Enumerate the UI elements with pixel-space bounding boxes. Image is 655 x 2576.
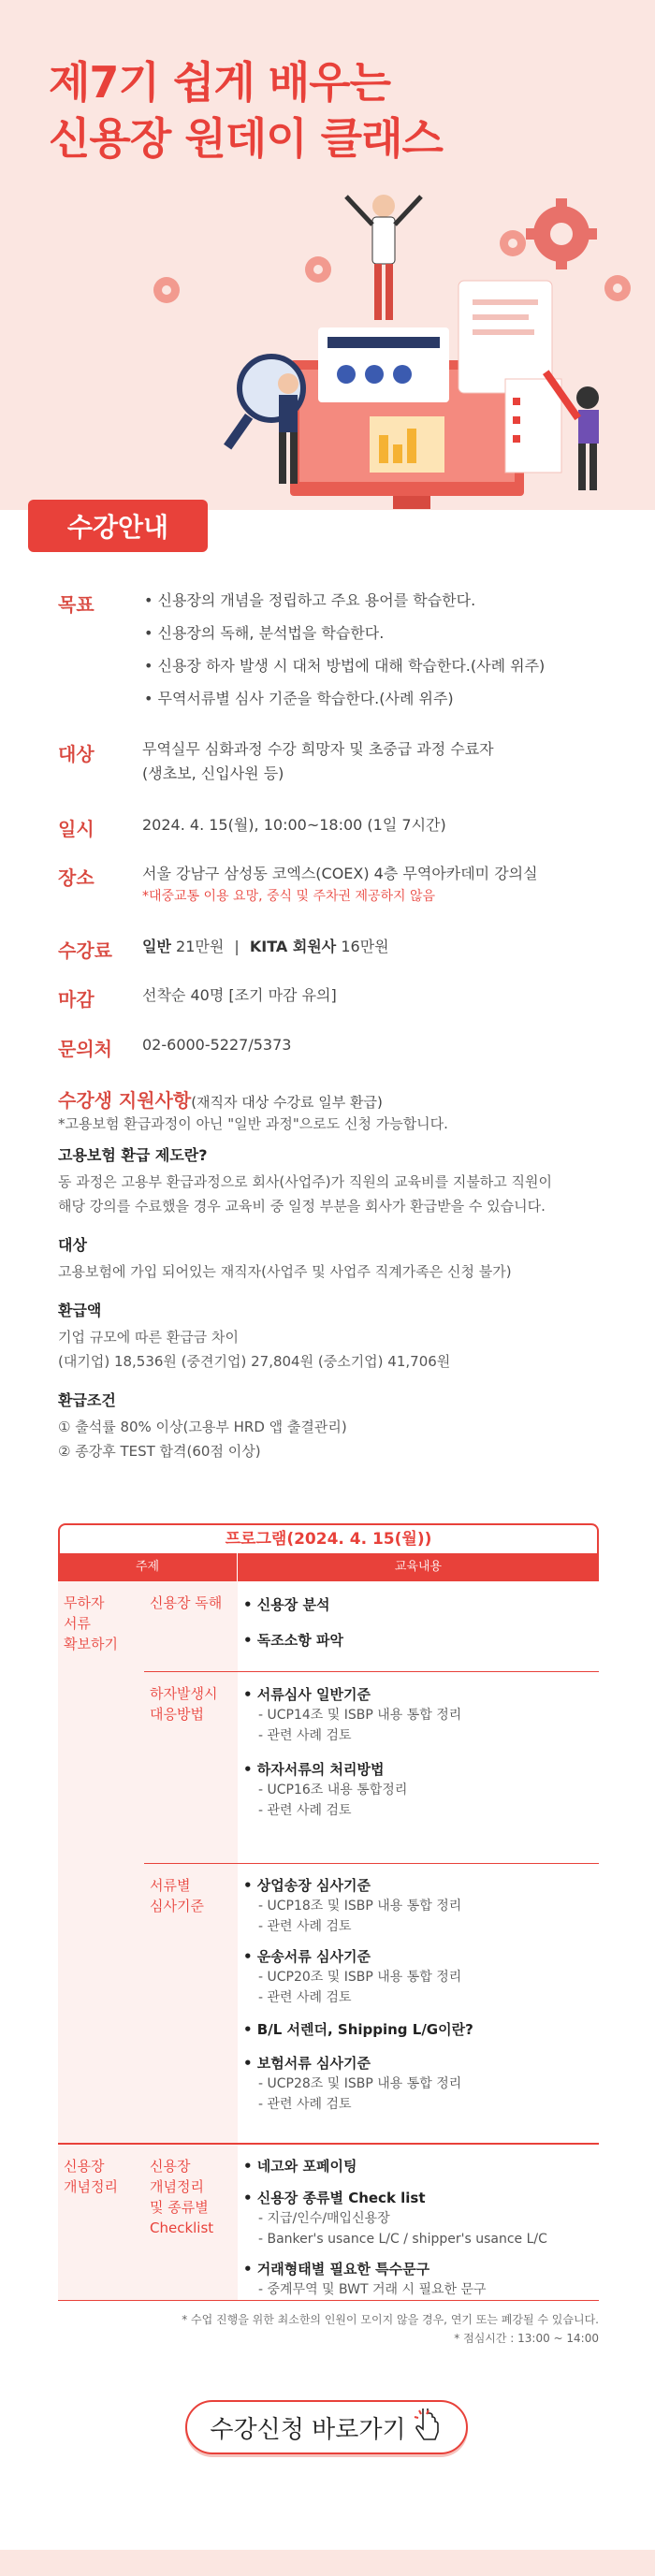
target-line: 무역실무 심화과정 수강 희망자 및 초중급 과정 수료자 — [142, 740, 494, 758]
content-subitem: - Banker's usance L/C / shipper's usance L/C — [258, 2232, 547, 2247]
refund-condition-2: ② 종강후 TEST 합격(60점 이상) — [58, 1443, 261, 1460]
category-label: 무하자 서류 확보하기 — [64, 1594, 118, 1652]
refund-condition-heading: 환급조건 — [58, 1391, 116, 1409]
content-item: • 보험서류 심사기준 — [243, 2055, 371, 2072]
program-note-2: * 점심시간 : 13:00 ~ 14:00 — [454, 2332, 599, 2345]
apply-button[interactable] — [185, 2400, 468, 2454]
target-label: 대상 — [58, 743, 95, 765]
contact-value[interactable]: 02-6000-5227/5373 — [142, 1036, 292, 1054]
subtopic-cell — [144, 1864, 238, 2143]
hero-title-line1: 제7기 쉽게 배우는 — [49, 57, 391, 108]
content-item: • 독조소항 파악 — [243, 1632, 343, 1649]
content-item: • 상업송장 심사기준 — [243, 1877, 371, 1894]
date-value: 2024. 4. 15(월), 10:00~18:00 (1일 7시간) — [142, 816, 446, 834]
col-content-header: 교육내용 — [238, 1553, 599, 1581]
content-item: • B/L 서렌더, Shipping L/G이란? — [243, 2021, 473, 2038]
fee-member-value: 16만원 — [341, 938, 389, 955]
category-cell — [58, 1581, 144, 2143]
subtopic-cell — [144, 2145, 238, 2300]
gear-icon — [526, 198, 597, 269]
fee-value — [142, 934, 389, 960]
goal-label: 목표 — [58, 593, 95, 616]
place-value: 서울 강남구 삼성동 코엑스(COEX) 4층 무역아카데미 강의실 — [142, 865, 538, 882]
date-label: 일시 — [58, 818, 95, 840]
content-subitem: - UCP14조 및 ISBP 내용 통합 정리 — [258, 1708, 462, 1723]
person-figure — [346, 195, 421, 320]
table-bottom-border — [58, 2300, 599, 2301]
content-subitem: - UCP20조 및 ISBP 내용 통합 정리 — [258, 1970, 462, 1985]
list-item: • 신용장의 개념을 정립하고 주요 용어를 학습한다. — [144, 591, 476, 609]
refund-amount-desc-1: 기업 규모에 따른 환급금 차이 — [58, 1329, 239, 1346]
goal-list — [144, 588, 545, 712]
program-title: 프로그램(2024. 4. 15(월)) — [58, 1523, 599, 1553]
content-item: • 신용장 종류별 Check list — [243, 2190, 426, 2206]
support-note: *고용보험 환급과정이 아닌 "일반 과정"으로도 신청 가능합니다. — [58, 1115, 448, 1132]
subtopic-label: 하자발생시 대응방법 — [150, 1685, 218, 1723]
fee-label: 수강료 — [58, 939, 112, 962]
hero-title-line2: 신용장 원데이 클래스 — [49, 113, 443, 164]
fee-member-label: KITA 회원사 — [249, 938, 337, 955]
subtopic-label: 신용장 개념정리 및 종류별 Checklist — [150, 2158, 214, 2236]
deadline-value: 선착순 40명 [조기 마감 유의] — [142, 986, 337, 1004]
subtopic-cell — [144, 1672, 238, 1863]
pointer-hand-icon — [412, 2409, 444, 2446]
list-item: • 신용장 하자 발생 시 대처 방법에 대해 학습한다.(사례 위주) — [144, 657, 546, 675]
content-item: • 네고와 포페이팅 — [243, 2158, 357, 2175]
support-title-sub: (재직자 대상 수강료 일부 환급) — [191, 1094, 383, 1111]
subtopic-label: 신용장 독해 — [150, 1594, 223, 1611]
support-target-desc: 고용보험에 가입 되어있는 재직자(사업주 및 사업주 직계가족은 신청 불가) — [58, 1263, 512, 1280]
support-target-heading: 대상 — [58, 1236, 87, 1254]
content-subitem: - 관련 사례 검토 — [258, 2097, 352, 2112]
refund-desc-1: 동 과정은 고용부 환급과정으로 회사(사업주)가 직원의 교육비를 지불하고 직원이 — [58, 1173, 553, 1190]
refund-desc-2: 해당 강의를 수료했을 경우 교육비 중 일정 부분을 회사가 환급받을 수 있습니다. — [58, 1198, 546, 1215]
list-item: • 신용장의 독해, 분석법을 학습한다. — [144, 624, 385, 642]
refund-amount-desc-2: (대기업) 18,536원 (중견기업) 27,804원 (중소기업) 41,706원 — [58, 1353, 451, 1370]
refund-question: 고용보험 환급 제도란? — [58, 1146, 208, 1164]
target-value — [142, 737, 494, 786]
place-label: 장소 — [58, 866, 95, 889]
place-note: *대중교통 이용 요망, 중식 및 주차권 제공하지 않음 — [142, 889, 436, 904]
fee-general-value: 21만원 — [176, 938, 225, 955]
person-figure — [278, 373, 298, 484]
content-item: • 운송서류 심사기준 — [243, 1948, 371, 1965]
footer-band — [0, 2550, 655, 2576]
section-badge: 수강안내 — [28, 500, 208, 552]
content-subitem: - 관련 사례 검토 — [258, 1803, 352, 1818]
list-item: • 무역서류별 심사 기준을 학습한다.(사례 위주) — [144, 690, 454, 707]
contact-label: 문의처 — [58, 1038, 112, 1060]
category-label: 신용장 개념정리 — [64, 2158, 118, 2195]
content-item: • 하자서류의 처리방법 — [243, 1761, 385, 1778]
subtopic-cell — [144, 1581, 238, 1671]
content-subitem: - UCP16조 내용 통합정리 — [258, 1783, 408, 1797]
content-subitem: - UCP18조 및 ISBP 내용 통합 정리 — [258, 1899, 462, 1914]
content-item: • 신용장 분석 — [243, 1596, 330, 1613]
content-item: • 거래형태별 필요한 특수문구 — [243, 2261, 430, 2278]
target-line: (생초보, 신입사원 등) — [142, 764, 284, 782]
hero-illustration — [0, 178, 655, 510]
content-subitem: - 관련 사례 검토 — [258, 1919, 352, 1934]
content-subitem: - 지급/인수/매입신용장 — [258, 2211, 390, 2226]
fee-general-label: 일반 — [142, 938, 171, 955]
col-topic-header: 주제 — [58, 1553, 238, 1581]
support-heading — [58, 1085, 383, 1113]
deadline-label: 마감 — [58, 988, 95, 1011]
apply-button-label: 수강신청 바로가기 — [210, 2415, 406, 2444]
hero-banner — [0, 0, 655, 510]
fee-separator: | — [234, 938, 240, 955]
content-item: • 서류심사 일반기준 — [243, 1686, 371, 1703]
refund-condition-1: ① 출석률 80% 이상(고용부 HRD 앱 출결관리) — [58, 1419, 347, 1435]
content-subitem: - 관련 사례 검토 — [258, 1990, 352, 2005]
program-note-1: * 수업 진행을 위한 최소한의 인원이 모이지 않을 경우, 연기 또는 폐강될 수 있습니다. — [182, 2313, 599, 2326]
content-subitem: - 관련 사례 검토 — [258, 1728, 352, 1743]
subtopic-label: 서류별 심사기준 — [150, 1877, 204, 1914]
content-subitem: - UCP28조 및 ISBP 내용 통합 정리 — [258, 2076, 462, 2091]
refund-amount-heading: 환급액 — [58, 1302, 102, 1319]
content-subitem: - 중계무역 및 BWT 거래 시 필요한 문구 — [258, 2282, 487, 2297]
support-title: 수강생 지원사항 — [58, 1089, 192, 1112]
category-cell — [58, 2145, 144, 2300]
hero-title — [49, 54, 443, 167]
